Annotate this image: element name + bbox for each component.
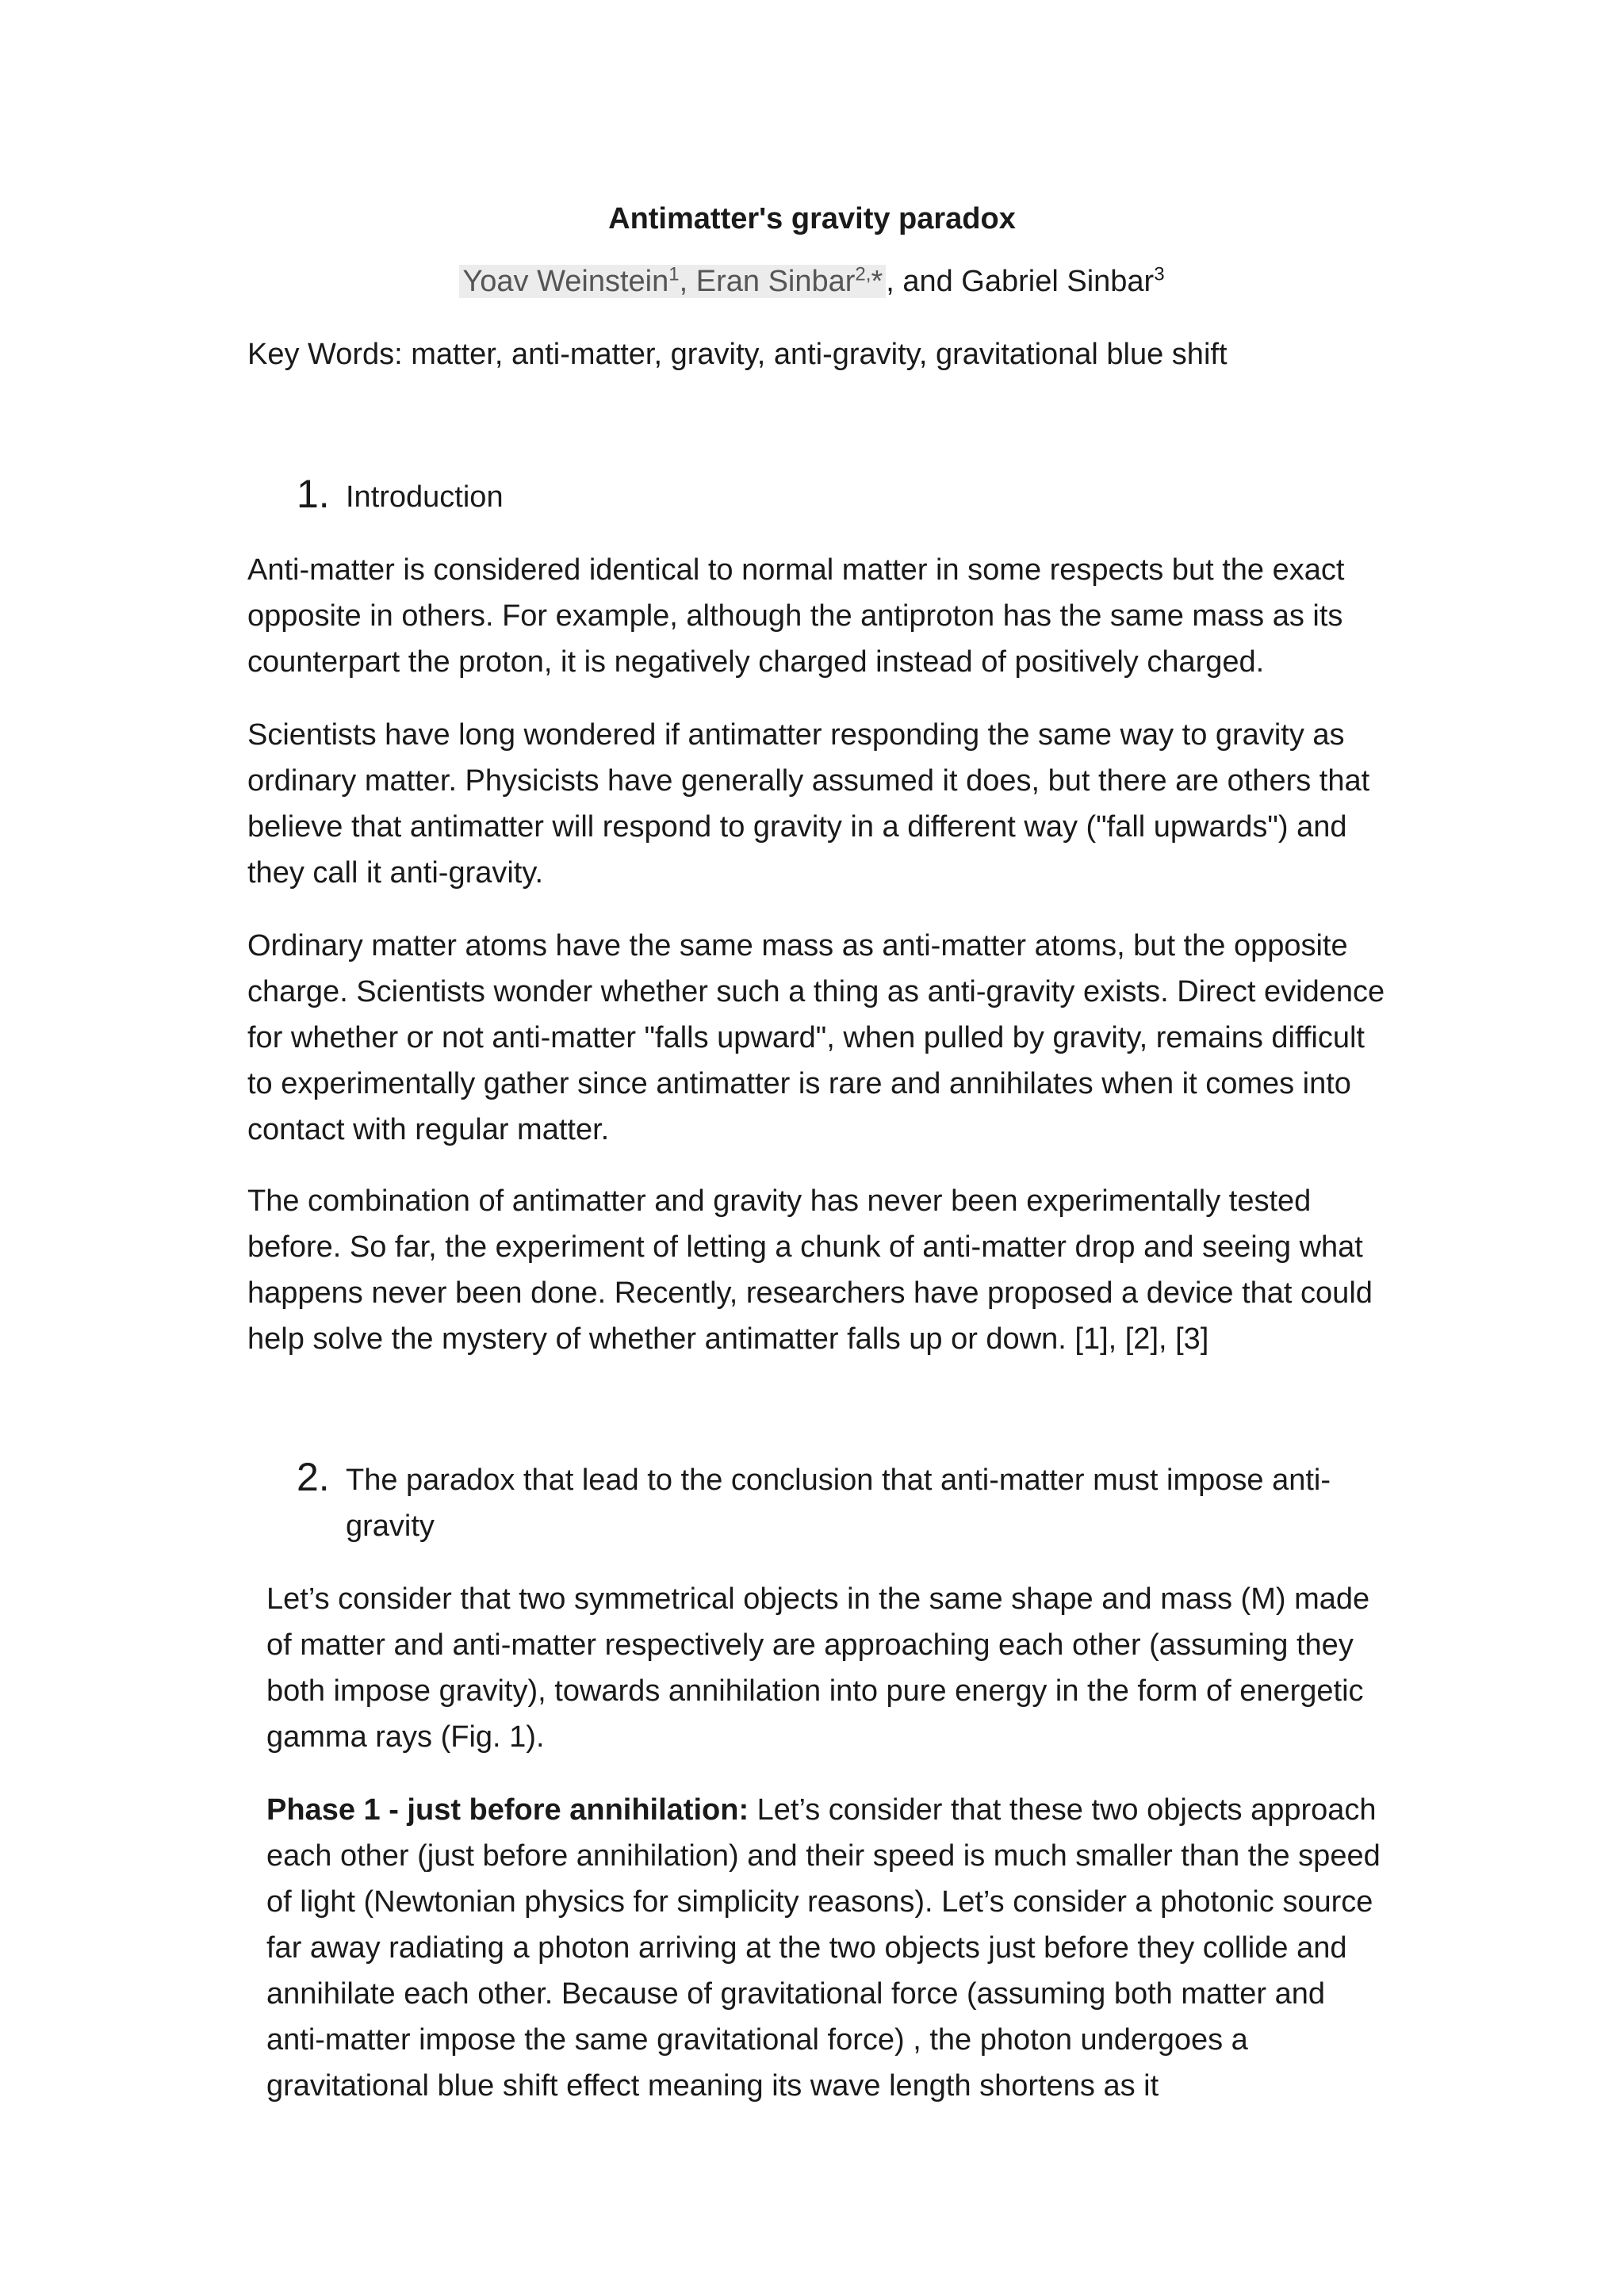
- section-1-paragraph-3: Ordinary matter atoms have the same mass as anti-matter atoms, but the opposite charge. Scientists wonder whether such a thing as anti-gravity exists. Direct evidence for whether or not anti-matter "falls upward", when pulled by gravity, remains difficult to experimentally gather since antimatter is rare and annihilates when it comes into contact with regular matter.: [247, 929, 1385, 1146]
- phase-1-text: Let’s consider that these two objects approach each other (just before annihilation) and their speed is much smaller than the speed of light (Newtonian physics for simplicity reasons). Let’s consider a photonic source far away radiating a photon arriving at the two objects just before they collide and annihilate each other. Because of gravitational force (assuming both matter and anti-matter impose the same gravitational force) , the photon undergoes a gravitational blue shift effect meaning its wave length shortens as it: [266, 1793, 1381, 2103]
- author-2-name: Eran Sinbar: [695, 265, 856, 298]
- author-1-affiliation: 1: [668, 263, 680, 285]
- corresponding-author-mark: *: [871, 265, 883, 298]
- section-2-paragraph-1: Let’s consider that two symmetrical objects in the same shape and mass (M) made of matter and anti-matter respectively are approaching each other (assuming they both impose gravity), towards annihilation into pure energy in the form of energetic gamma rays (Fig. 1).: [266, 1582, 1370, 1754]
- author-line: [0, 258, 1624, 304]
- phase-1-label: Phase 1 - just before annihilation:: [266, 1793, 749, 1827]
- section-1-paragraph-4: The combination of antimatter and gravity has never been experimentally tested before. So far, the experiment of letting a chunk of anti-matter drop and seeing what happens never been done. Recently, researchers have proposed a device that could help solve the mystery of whether antimatter falls up or down. [1], [2], [3]: [247, 1184, 1373, 1356]
- author-2-affiliation: 2,: [855, 263, 871, 285]
- section-1-number: 1.: [297, 472, 330, 516]
- section-1-paragraph-1: Anti-matter is considered identical to normal matter in some respects but the exact opposite in others. For example, although the antiproton has the same mass as its counterpart the proton, it is negatively charged instead of positively charged.: [247, 553, 1345, 679]
- author-3-name: , and Gabriel Sinbar: [886, 265, 1155, 298]
- section-1-heading: [297, 474, 1391, 520]
- author-1-name: Yoav Weinstein: [462, 265, 669, 298]
- author-separator: ,: [679, 265, 696, 298]
- section-2-heading: [297, 1457, 1391, 1549]
- section-1-title: Introduction: [346, 480, 504, 514]
- section-1-paragraph-2: Scientists have long wondered if antimatter responding the same way to gravity as ordinary matter. Physicists have generally assumed it does, but there are others that believe that antimatter will respond to gravity in a different way ("fall upwards") and they call it anti-gravity.: [247, 718, 1370, 890]
- section-2-phase-1-paragraph: [266, 1787, 1389, 2109]
- section-2-title: The paradox that lead to the conclusion that anti-matter must impose anti-gravity: [346, 1464, 1331, 1543]
- author-3-affiliation: 3: [1154, 263, 1165, 285]
- highlighted-authors: [459, 265, 886, 298]
- paper-title: Antimatter's gravity paradox: [608, 202, 1016, 235]
- keywords: Key Words: matter, anti-matter, gravity, anti-gravity, gravitational blue shift: [247, 338, 1228, 371]
- section-2-number: 2.: [297, 1455, 330, 1499]
